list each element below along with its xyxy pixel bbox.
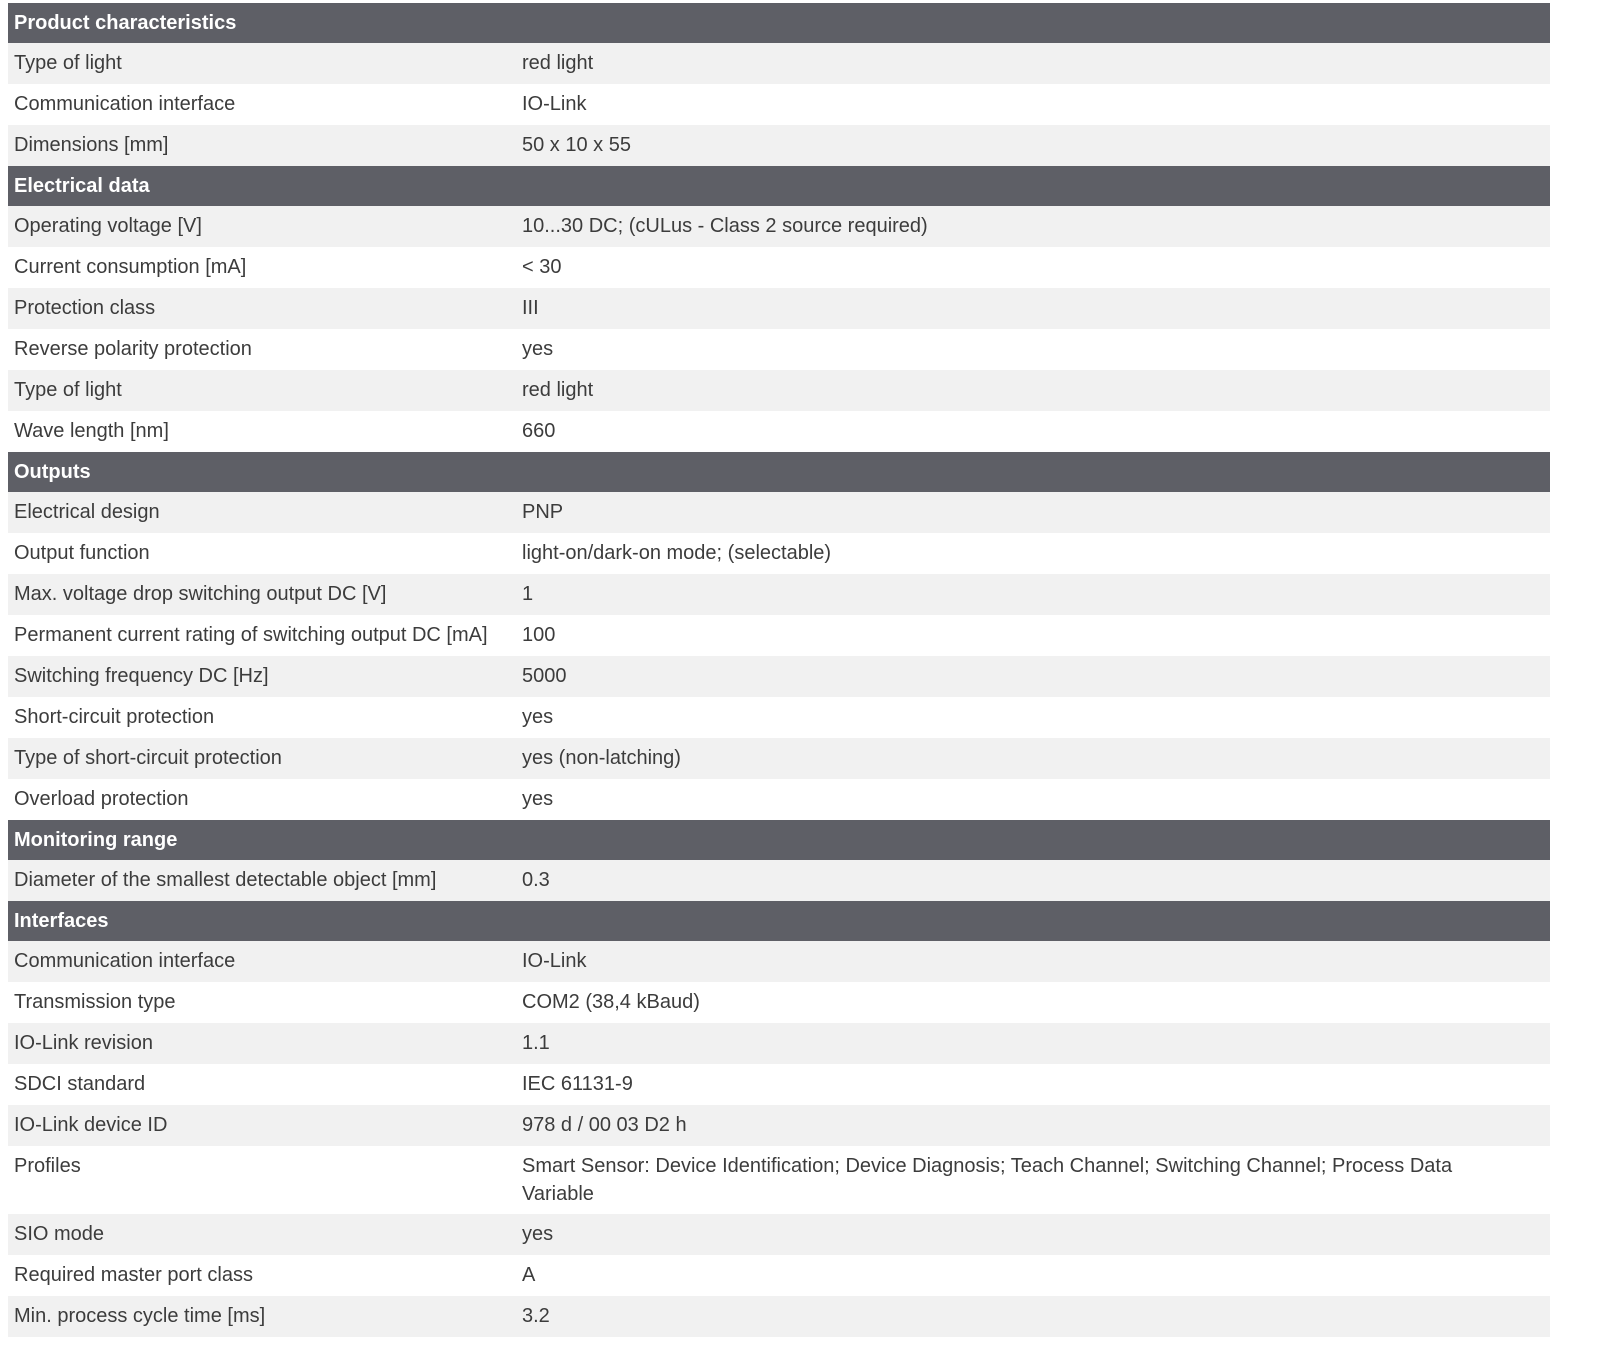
row-value: yes [522,338,554,360]
table-row [8,1214,1550,1255]
row-label: Output function [14,542,150,564]
row-label: Reverse polarity protection [14,338,252,360]
row-value: yes [522,788,554,810]
row-value: PNP [522,501,564,523]
row-value: 100 [522,624,556,646]
row-label: Operating voltage [V] [14,215,202,237]
table-row [8,533,1550,574]
table-row [8,860,1550,901]
section-header-monitoring-range: Monitoring range [8,820,1550,860]
table-row [8,411,1550,452]
table-row [8,1255,1550,1296]
row-label: Wave length [nm] [14,420,169,442]
row-label: Required master port class [14,1264,253,1286]
row-value: red light [522,379,594,401]
table-row [8,84,1550,125]
row-label: Max. voltage drop switching output DC [V] [14,583,387,605]
row-label: IO-Link device ID [14,1114,168,1136]
section-header-product-characteristics: Product characteristics [8,3,1550,43]
table-row [8,1296,1550,1337]
row-value: 5000 [522,665,567,687]
row-label: Permanent current rating of switching output DC [mA] [14,624,488,646]
row-value: COM2 (38,4 kBaud) [522,991,700,1013]
row-label: Communication interface [14,93,236,115]
table-row [8,1105,1550,1146]
row-label: Min. process cycle time [ms] [14,1305,266,1327]
row-label: Dimensions [mm] [14,134,169,156]
row-label: Type of light [14,52,122,74]
table-row [8,1023,1550,1064]
row-label: Current consumption [mA] [14,256,247,278]
row-value: III [522,297,539,319]
row-label: IO-Link revision [14,1032,153,1054]
row-label: Switching frequency DC [Hz] [14,665,269,687]
row-value: 1 [522,583,534,605]
row-value: light-on/dark-on mode; (selectable) [522,542,832,564]
table-row [8,1146,1550,1214]
row-value: yes [522,706,554,728]
row-value: IO-Link [522,950,587,972]
section-header-electrical-data: Electrical data [8,166,1550,206]
row-value: A [522,1264,536,1286]
table-row [8,615,1550,656]
row-value: IO-Link [522,93,587,115]
row-label: SIO mode [14,1223,105,1245]
table-row [8,247,1550,288]
row-label: Communication interface [14,950,236,972]
row-label: Transmission type [14,991,176,1013]
row-value: 3.2 [522,1305,550,1327]
table-row [8,43,1550,84]
row-value: red light [522,52,594,74]
row-value: Smart Sensor: Device Identification; Device Diagnosis; Teach Channel; Switching Channel; Process Data Variable [522,1155,1453,1205]
row-value: 978 d / 00 03 D2 h [522,1114,687,1136]
row-label: SDCI standard [14,1073,146,1095]
table-row [8,329,1550,370]
row-value: yes [522,1223,554,1245]
row-label: Profiles [14,1155,81,1177]
row-value: yes (non-latching) [522,747,681,769]
row-value: 0.3 [522,869,550,891]
row-value: 1.1 [522,1032,550,1054]
table-row [8,779,1550,820]
row-label: Short-circuit protection [14,706,215,728]
table-row [8,656,1550,697]
table-row [8,982,1550,1023]
spec-table [8,3,1550,1337]
row-label: Protection class [14,297,156,319]
table-row [8,288,1550,329]
table-row [8,370,1550,411]
table-row [8,738,1550,779]
row-value: IEC 61131-9 [522,1073,633,1095]
table-row [8,206,1550,247]
row-label: Electrical design [14,501,160,523]
row-label: Overload protection [14,788,189,810]
table-row [8,697,1550,738]
table-row [8,125,1550,166]
row-label: Type of short-circuit protection [14,747,282,769]
table-row [8,492,1550,533]
table-row [8,574,1550,615]
row-value: < 30 [522,256,562,278]
row-value: 660 [522,420,556,442]
row-value: 10...30 DC; (cULus - Class 2 source required) [522,215,928,237]
table-row [8,1064,1550,1105]
section-header-interfaces: Interfaces [8,901,1550,941]
row-label: Type of light [14,379,122,401]
row-value: 50 x 10 x 55 [522,134,631,156]
table-row [8,941,1550,982]
row-label: Diameter of the smallest detectable object [mm] [14,869,437,891]
section-header-outputs: Outputs [8,452,1550,492]
